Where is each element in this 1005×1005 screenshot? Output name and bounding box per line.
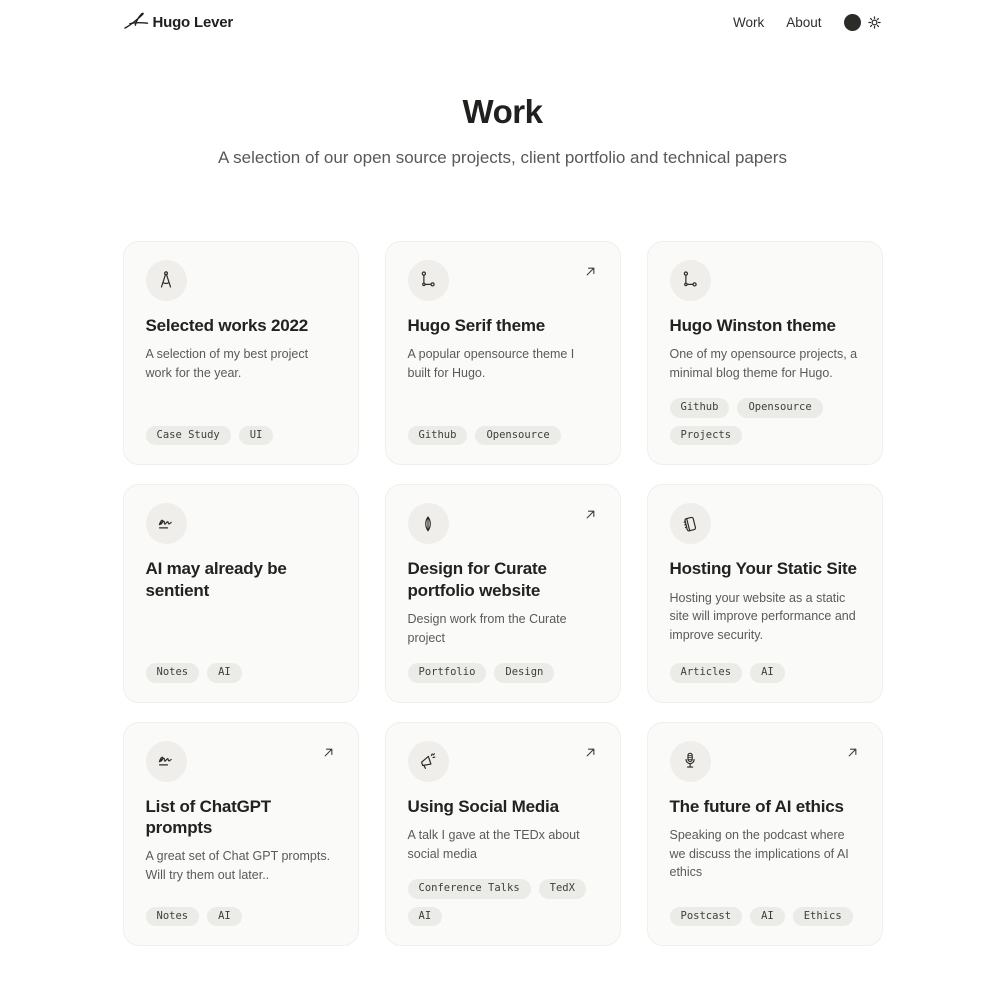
card-tags [670,647,860,683]
nav-item-work[interactable]: Work [732,14,765,30]
card-title: AI may already be sentient [145,559,287,600]
page-subtitle: A selection of our open source projects, client portfolio and technical papers [218,148,787,167]
theme-toggle[interactable] [844,14,883,31]
work-card[interactable] [385,484,621,702]
tag-badge: Opensource [737,398,822,418]
tag-badge: Ethics [793,907,853,927]
card-title: Design for Curate portfolio website [407,559,547,600]
tag-badge: AI [207,663,242,683]
tag-badge: Notes [146,663,200,683]
external-link-arrow-icon [583,507,598,522]
card-description: Design work from the Curate project [407,612,567,645]
card-tags [408,647,598,683]
external-link-arrow-icon [583,264,598,279]
main-nav [733,14,883,31]
card-title: Hosting Your Static Site [669,559,857,579]
external-link-arrow-icon [845,745,860,760]
tag-badge: AI [408,907,443,927]
external-link-arrow-icon [321,745,336,760]
site-header [123,0,883,33]
card-title: Hugo Serif theme [407,315,546,335]
tag-badge: Conference Talks [408,879,531,899]
tag-badge: UI [239,426,274,446]
work-card[interactable] [647,241,883,465]
tag-badge: Design [494,663,554,683]
card-tags [408,410,598,446]
page-title: Work [462,93,543,130]
git-branch-icon [670,260,711,301]
signature-icon [146,503,187,544]
tag-badge: Articles [670,663,743,683]
card-tags [146,647,336,683]
card-title: List of ChatGPT prompts [145,796,271,838]
card-title: Using Social Media [407,796,559,816]
tag-badge: Github [670,398,730,418]
card-description: Speaking on the podcast where we discuss the implications of AI ethics [669,828,849,880]
work-card[interactable] [647,484,883,702]
tag-badge: Portfolio [408,663,487,683]
tag-badge: AI [207,907,242,927]
work-card[interactable] [647,722,883,946]
drafting-compass-icon [146,260,187,301]
dark-mode-circle-icon [844,14,861,31]
external-link-arrow-icon [583,745,598,760]
card-title: Selected works 2022 [145,315,309,335]
card-description: A talk I gave at the TEDx about social media [407,828,580,861]
tag-badge: Postcast [670,907,743,927]
tag-badge: Opensource [475,426,560,446]
card-tags [408,863,598,926]
card-description: A popular opensource theme I built for Hugo. [407,347,575,380]
tag-badge: Case Study [146,426,231,446]
work-grid [123,241,883,946]
work-card[interactable] [123,484,359,702]
hero [123,93,883,170]
card-title: The future of AI ethics [669,796,844,816]
card-tags [146,410,336,446]
card-description: A great set of Chat GPT prompts. Will try them out later.. [145,849,331,882]
work-card[interactable] [385,241,621,465]
leaf-icon [408,503,449,544]
logo-text: Hugo Lever [152,13,234,31]
sun-icon [866,14,883,31]
signature-icon [146,741,187,782]
tag-badge: AI [750,663,785,683]
tag-badge: Notes [146,907,200,927]
card-description: A selection of my best project work for the year. [145,347,309,380]
card-tags [670,891,860,927]
logo[interactable] [123,11,234,33]
nav-item-about[interactable]: About [786,14,822,30]
git-branch-icon [408,260,449,301]
card-title: Hugo Winston theme [669,315,836,335]
microphone-icon [670,741,711,782]
work-card[interactable] [123,722,359,946]
journal-icon [670,503,711,544]
card-description: One of my opensource projects, a minimal blog theme for Hugo. [669,347,858,380]
tag-badge: Github [408,426,468,446]
tag-badge: TedX [539,879,586,899]
card-tags [146,891,336,927]
work-card[interactable] [385,722,621,946]
work-card[interactable] [123,241,359,465]
logo-signature-icon [123,11,149,33]
tag-badge: AI [750,907,785,927]
card-tags [670,382,860,445]
main-content [123,93,883,946]
tag-badge: Projects [670,426,743,446]
card-description: Hosting your website as a static site will improve performance and improve security. [669,590,856,642]
megaphone-icon [408,741,449,782]
